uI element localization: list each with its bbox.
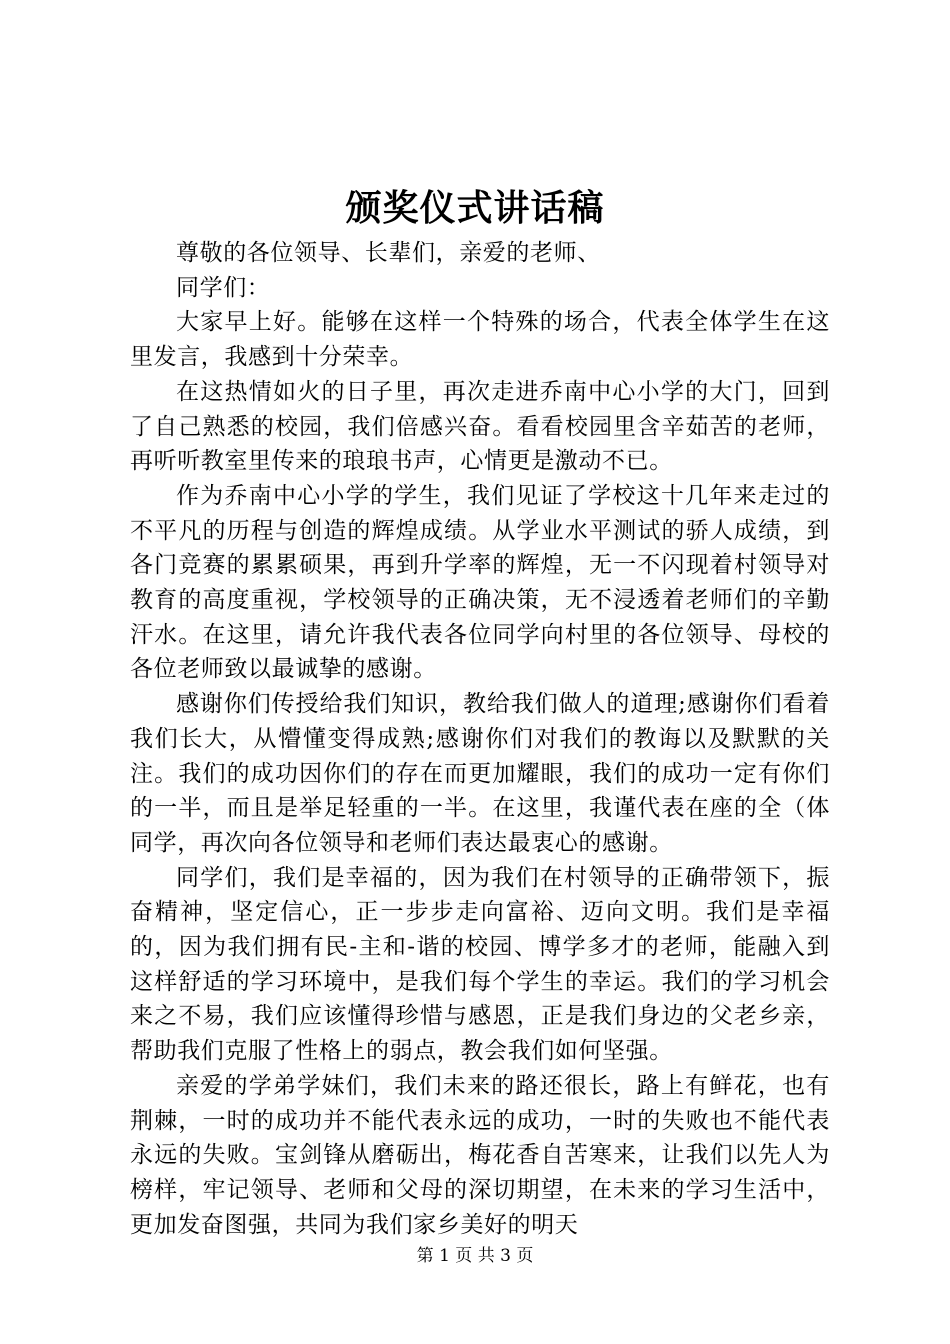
paragraph: 亲爱的学弟学妹们，我们未来的路还很长，路上有鲜花，也有荆棘，一时的成功并不能代表永远的成功，一时的失败也不能代表永远的失败。宝剑锋从磨砺出，梅花香自苦寒来，让我们以先人为榜样，牢记领导、老师和父母的深切期望，在未来的学习生活中，更加发奋图强，共同为我们家乡美好的明天 [130, 1072, 830, 1238]
document-title: 颁奖仪式讲话稿 [345, 187, 605, 229]
page-number-footer: 第 1 页 共 3 页 [416, 1246, 534, 1266]
paragraph: 感谢你们传授给我们知识，教给我们做人的道理;感谢你们看着我们长大，从懵懂变得成熟;感谢你们对我们的教诲以及默默的关注。我们的成功因你们的存在而更加耀眼，我们的成功一定有你们的一半，而且是举足轻重的一半。在这里，我谨代表在座的全（体同学，再次向各位领导和老师们表达最衷心的感谢。 [130, 691, 830, 856]
paragraph: 同学们，我们是幸福的，因为我们在村领导的正确带领下，振奋精神，坚定信心，正一步步走向富裕、迈向文明。我们是幸福的，因为我们拥有民-主和-谐的校园、博学多才的老师，能融入到这样舒适的学习环境中，是我们每个学生的幸运。我们的学习机会来之不易，我们应该懂得珍惜与感恩，正是我们身边的父老乡亲，帮助我们克服了性格上的弱点，教会我们如何坚强。 [130, 864, 830, 1065]
paragraph-salutation-cont: 同学们： [176, 274, 271, 301]
document-body [130, 236, 830, 1242]
paragraph-salutation: 尊敬的各位领导、长辈们，亲爱的老师、 [176, 240, 601, 266]
paragraph: 作为乔南中心小学的学生，我们见证了学校这十几年来走过的不平凡的历程与创造的辉煌成绩。从学业水平测试的骄人成绩，到各门竞赛的累累硕果，再到升学率的辉煌，无一不闪现着村领导对教育的高度重视，学校领导的正确决策，无不浸透着老师们的辛勤汗水。在这里，请允许我代表各位同学向村里的各位领导、母校的各位老师致以最诚挚的感谢。 [130, 482, 830, 683]
paragraph: 大家早上好。能够在这样一个特殊的场合，代表全体学生在这里发言，我感到十分荣幸。 [130, 309, 830, 371]
paragraph: 在这热情如火的日子里，再次走进乔南中心小学的大门，回到了自己熟悉的校园，我们倍感兴奋。看看校园里含辛茹苦的老师，再听听教室里传来的琅琅书声，心情更是激动不已。 [130, 378, 830, 475]
